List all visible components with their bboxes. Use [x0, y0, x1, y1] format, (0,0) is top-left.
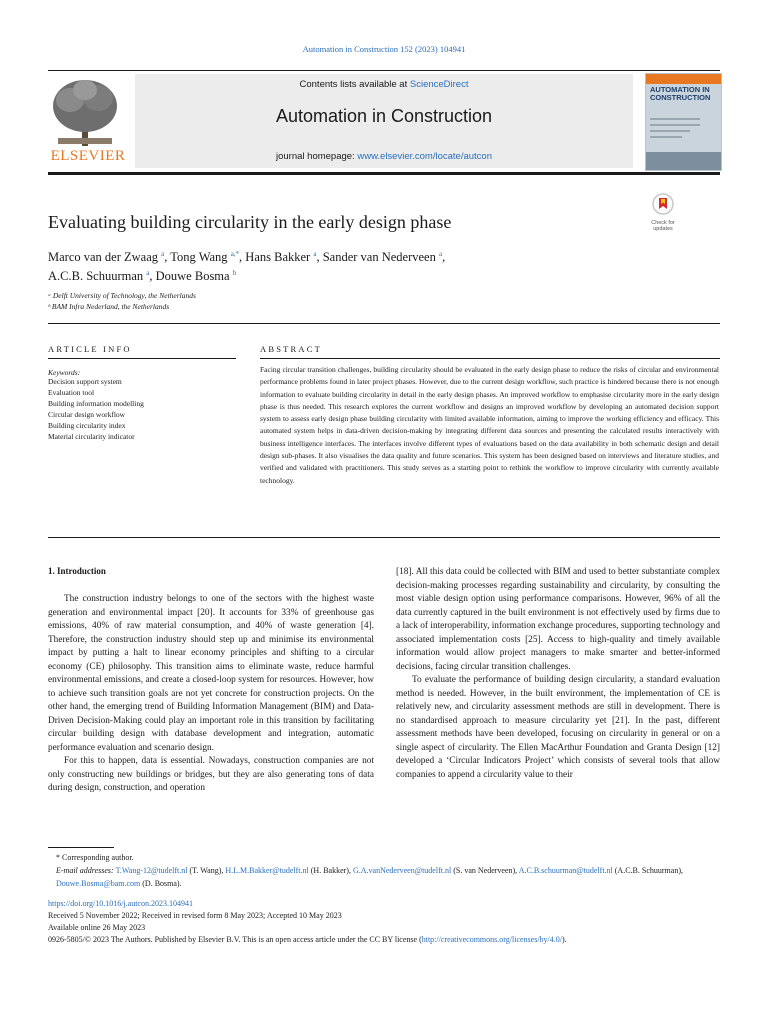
email-link[interactable]: H.L.M.Bakker@tudelft.nl — [225, 866, 309, 875]
body-paragraph: [18]. All this data could be collected with BIM and used to better substantiate complex decision-making processes regarding sustainability and circularity, by consulting the most viable design option using performance comparisons. However, 96% of all the data currently captured in the built environment is not effectively used by firms due to a lack of interoperability, information exchange procedures, supporting technology and associated implementation costs [25]. Access to high-quality and timely available information would allow project managers to make smarter and better-informed decisions, facing circular transition challenges. — [396, 567, 720, 672]
email-link[interactable]: T.Wang-12@tudelft.nl — [115, 866, 188, 875]
header-bottom-rule — [48, 172, 720, 175]
keyword: Evaluation tool — [48, 387, 95, 397]
email-link[interactable]: G.A.vanNederveen@tudelft.nl — [352, 866, 452, 875]
keyword: Circular design workflow — [48, 409, 126, 419]
elsevier-wordmark: ELSEVIER — [50, 148, 126, 164]
journal-title: Automation in Construction — [275, 106, 493, 126]
author-list: Marco van der Zwaag $^a$, Tong Wang $^{a,*}$, Hans Bakker $^a$, Sander van Nederveen $^a$, A.C.B. Schuurman $^a$, Douwe Bosma $^b$ — [48, 250, 446, 284]
affiliation-a: ᵃ Delft University of Technology, the Netherlands — [48, 291, 196, 300]
journal-homepage: journal homepage: www.elsevier.com/locate/autcon — [276, 151, 492, 162]
corresponding-author-note: * Corresponding author. — [56, 853, 134, 862]
author-name[interactable]: A.C.B. Schuurman — [48, 269, 144, 284]
keywords-list — [48, 377, 144, 442]
article-title: Evaluating building circularity in the early design phase — [48, 212, 452, 232]
check-updates-badge[interactable] — [646, 193, 680, 231]
body-paragraph: For this to happen, data is essential. Nowadays, construction companies are not only constructing new buildings or bridges, but they are also generating tons of data during design, construction, and operation — [48, 756, 374, 793]
body-column-left — [48, 593, 374, 796]
keyword: Building circularity index — [48, 420, 126, 430]
cover-text-lines — [650, 118, 700, 142]
section-rule — [48, 323, 720, 324]
journal-cover-thumbnail[interactable] — [645, 73, 722, 171]
doi-link[interactable]: https://doi.org/10.1016/j.autcon.2023.104941 — [48, 899, 193, 908]
footnote-rule — [48, 847, 114, 848]
footnotes — [48, 851, 720, 890]
bookmark-icon — [652, 193, 674, 215]
article-info-rule — [48, 358, 236, 359]
author-affiliation-mark[interactable]: b — [232, 269, 237, 278]
cover-band — [646, 74, 721, 84]
body-column-right — [396, 566, 720, 782]
email-label: E-mail addresses: — [56, 866, 114, 875]
available-online: Available online 26 May 2023 — [48, 923, 146, 932]
received-dates: Received 5 November 2022; Received in revised form 8 May 2023; Accepted 10 May 2023 — [48, 911, 342, 920]
author-affiliation-mark[interactable]: a — [161, 250, 165, 258]
contents-line: Contents lists available at ScienceDirect — [299, 79, 469, 90]
cover-title: AUTOMATION IN CONSTRUCTION — [650, 85, 711, 102]
sciencedirect-link[interactable]: ScienceDirect — [409, 79, 469, 90]
author-name[interactable]: Hans Bakker — [245, 250, 311, 265]
license-line: 0926-5805/© 2023 The Authors. Published by Elsevier B.V. This is an open access article under the CC BY license (http://creativecommons.org/licenses/by/4.0/). — [48, 935, 567, 944]
check-updates-label: Check for updates — [651, 220, 675, 232]
body-paragraph: To evaluate the performance of building design circularity, a standard evaluation method is needed. However, in the built environment, the implementation of CE is relatively new, and circularity assessment methods are still in development. There is no standardised approach to measure circularity yet [21]. In the past, different assessment methods have been developed, focusing on circularity in general or on a single aspect of circularity. The Ellen MacArthur Foundation and Granta Design [12] developed a ‘Circular Indicators Project’ which consists of several tools that allow companies to append a circularity value to their — [396, 675, 720, 780]
cover-image — [646, 152, 721, 170]
author-name[interactable]: Tong Wang — [170, 250, 228, 265]
abstract-bottom-rule — [48, 537, 720, 538]
abstract-rule — [260, 358, 720, 359]
journal-citation[interactable]: Automation in Construction 152 (2023) 104941 — [302, 44, 466, 54]
author-affiliation-mark[interactable]: a — [313, 250, 317, 258]
keyword: Building information modelling — [48, 398, 144, 408]
author-name[interactable]: Marco van der Zwaag — [48, 250, 159, 265]
email-link[interactable]: Douwe.Bosma@bam.com — [56, 879, 141, 888]
elsevier-logo — [48, 76, 128, 166]
author-name[interactable]: Sander van Nederveen — [322, 250, 436, 265]
author-affiliation-mark[interactable]: a — [146, 269, 150, 278]
homepage-link[interactable]: www.elsevier.com/locate/autcon — [357, 151, 492, 162]
keywords-label: Keywords: — [48, 368, 81, 377]
author-affiliation-mark[interactable]: a — [438, 250, 443, 258]
header-top-rule — [48, 70, 720, 71]
keyword: Material circularity indicator — [48, 431, 135, 441]
author-affiliation-mark[interactable]: a,* — [230, 250, 240, 258]
article-meta — [48, 898, 720, 946]
abstract-text: Facing circular transition challenges, building circularity should be evaluated in the early design phase to reduce the risks of circular and environmental performance problems found in later project phases. However, due to the current design workflow, such practice is hindered because there is not enough information to evaluate building circularity in detail in the early design phases. An improved workflow to emphasise circularity more in the early design phase is thus needed. This research explores the current workflow and designs an improved workflow by developing an automated decision support system to assess early design phase building circularity with limited available information, aiming to improve the working efficiency and efficacy. This automated system helps in data-driven decision-making by integrating different data sources and presenting the calculated results interactively with business intelligence interfaces. The interfaces involve different types of evaluations based on the data availability in both schematic design and detail design sub-phases. It also visualises the data quality and future scenarios. This system has been designed based on interviews and literature studies, and verified and validated with practitioners. This study serves as a starting point to rethink the workflow to improve circularity with currently available technology. — [260, 365, 719, 485]
author-name[interactable]: Douwe Bosma — [155, 269, 230, 284]
email-addresses: E-mail addresses: T.Wang-12@tudelft.nl (T. Wang), H.L.M.Bakker@tudelft.nl (H. Bakker), G.A.vanNederveen@tudelft.nl (S. van Nederveen), A.C.B.schuurman@tudelft.nl (A.C.B. Schuurman), Douwe.Bosma@bam.com (D. Bosma). — [56, 866, 683, 888]
license-link[interactable]: http://creativecommons.org/licenses/by/4.0/ — [421, 935, 563, 944]
abstract-heading: ABSTRACT — [260, 344, 322, 354]
keyword: Decision support system — [48, 377, 122, 386]
email-link[interactable]: A.C.B.schuurman@tudelft.nl — [518, 866, 613, 875]
body-paragraph: The construction industry belongs to one of the sectors with the highest waste generation and environmental impact [20]. It accounts for 33% of greenhouse gas emissions, 40% of raw material consumption, and 40% of waste generation [4]. Therefore, the construction industry should step up and minimise its environmental impact by putting a halt to linear economy principles and shifting to a circular economy (CE) philosophy. This transition aims to eliminate waste, reduce harmful environmental emissions, and create a closed-loop system for resources. However, how to achieve such transition goals are not yet concrete for construction projects. On the other hand, the emerging trend of Building Information Management (BIM) and Data-Driven Decision-Making could play an important role in this transition by facilitating circular building design with database development and integration, automatic performance evaluation and scenario design. — [48, 594, 374, 753]
section-heading-introduction: 1. Introduction — [48, 566, 106, 576]
article-info-heading: ARTICLE INFO — [48, 344, 132, 354]
affiliation-b: ᵇ BAM Infra Nederland, the Netherlands — [48, 302, 170, 311]
